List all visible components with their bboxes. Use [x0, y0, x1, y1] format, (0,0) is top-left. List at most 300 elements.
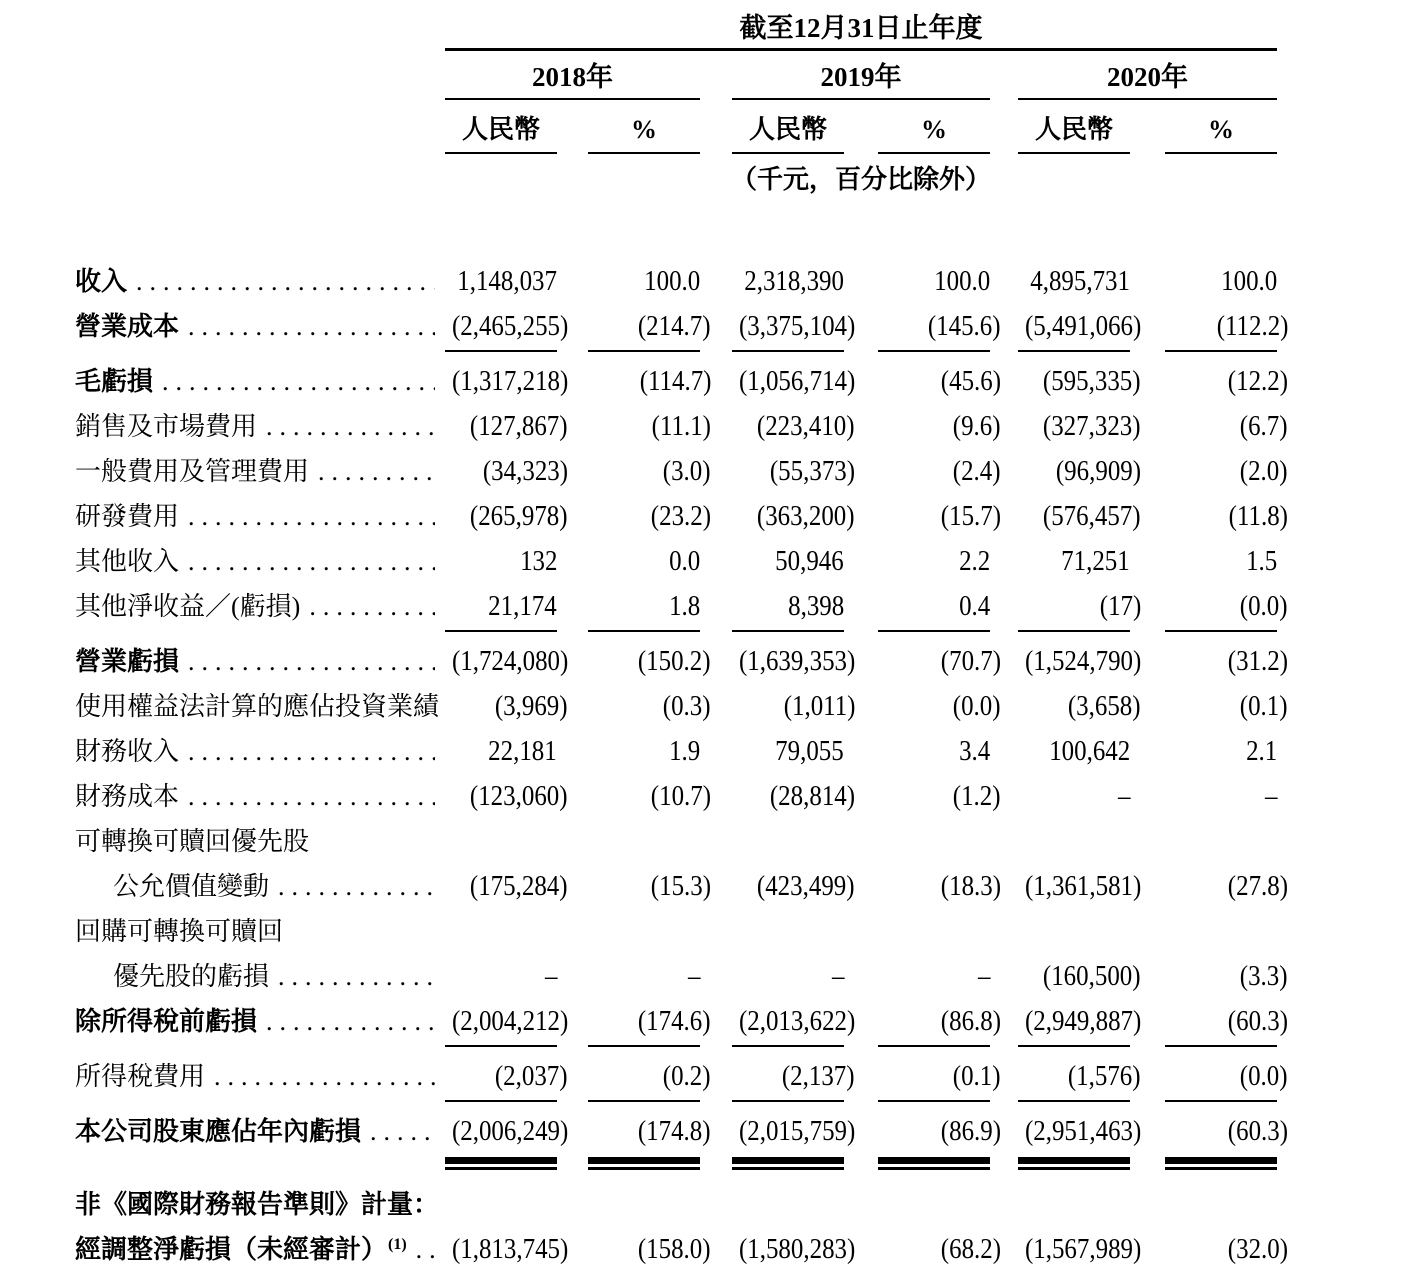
cell-value: (2,006,249) — [451, 1115, 568, 1147]
table-row — [75, 1054, 1288, 1099]
cell-2020-pct — [1165, 819, 1277, 864]
cell-value: (1,011) — [783, 690, 855, 722]
cell-value: (86.9) — [940, 1115, 1001, 1147]
cell-2018-rmb — [445, 1054, 568, 1099]
cell-value: (576,457) — [1043, 500, 1141, 532]
cell-value: (15.3) — [650, 870, 711, 902]
cell-value: (0.3) — [663, 690, 711, 722]
subheader-rmb-2018: 人民幣 — [445, 100, 557, 154]
cell-2018-pct — [588, 684, 711, 729]
dot-leader — [278, 864, 435, 909]
cell-2018-rmb — [445, 1109, 568, 1154]
cell-value: (31.2) — [1227, 645, 1288, 677]
table-row — [75, 864, 1288, 909]
cell-2020-rmb — [1018, 494, 1141, 539]
cell-2020-rmb — [1018, 259, 1130, 304]
cell-2020-pct — [1165, 259, 1277, 304]
cell-2018-pct — [588, 494, 711, 539]
cell-2018-rmb — [445, 494, 568, 539]
cell-value: (423,499) — [757, 870, 855, 902]
cell-2019-pct — [878, 909, 990, 954]
cell-2020-pct — [1165, 909, 1277, 954]
cell-value: (160,500) — [1043, 960, 1141, 992]
table-row — [75, 539, 1277, 584]
cell-2020-pct — [1165, 494, 1288, 539]
cell-value: (175,284) — [470, 870, 568, 902]
cell-value: (86.8) — [940, 1005, 1001, 1037]
cell-2020-rmb — [1018, 729, 1130, 774]
cell-value: (70.7) — [940, 645, 1001, 677]
table-row — [75, 584, 1288, 629]
row-label: 收入 ..... — [75, 259, 445, 304]
cell-2018-rmb — [445, 404, 568, 449]
cell-2020-pct — [1165, 729, 1277, 774]
cell-2020-rmb — [1018, 684, 1141, 729]
cell-value: (1,056,714) — [738, 365, 855, 397]
cell-2018-rmb — [445, 539, 557, 584]
cell-value: 1.5 — [1245, 545, 1277, 577]
cell-2018-rmb — [445, 774, 568, 819]
dot-leader — [162, 359, 435, 404]
cell-2020-pct — [1165, 684, 1288, 729]
header-body-spacer — [75, 195, 1277, 259]
cell-value: (1.2) — [953, 780, 1001, 812]
table-row — [75, 449, 1288, 494]
cell-value: 3.4 — [958, 735, 990, 767]
cell-value: (174.8) — [638, 1115, 711, 1147]
cell-2018-pct — [588, 1227, 711, 1272]
cell-value: (2,013,622) — [738, 1005, 855, 1037]
cell-2019-rmb — [732, 1109, 855, 1154]
cell-value: 0.4 — [958, 590, 990, 622]
cell-2019-rmb — [732, 954, 844, 999]
cell-2019-pct — [878, 259, 990, 304]
table-row — [75, 909, 1277, 954]
cell-value: (34,323) — [482, 455, 568, 487]
cell-value: (23.2) — [650, 500, 711, 532]
cell-2020-pct — [1165, 584, 1288, 629]
cell-2020-rmb — [1018, 304, 1141, 349]
cell-value: (112.2) — [1216, 310, 1288, 342]
cell-2020-pct — [1165, 449, 1288, 494]
cell-2020-rmb — [1018, 999, 1141, 1044]
cell-value: (265,978) — [470, 500, 568, 532]
cell-value: 100,642 — [1048, 735, 1130, 767]
cell-2019-rmb — [732, 909, 844, 954]
cell-value: (1,639,353) — [738, 645, 855, 677]
cell-value: (12.2) — [1227, 365, 1288, 397]
table-row — [75, 259, 1277, 304]
cell-2020-pct — [1165, 404, 1288, 449]
year-header-2018: 2018年 — [445, 51, 700, 100]
cell-2020-rmb — [1018, 909, 1130, 954]
cell-2018-pct — [588, 774, 711, 819]
cell-value: (2.4) — [953, 455, 1001, 487]
cell-2018-pct — [588, 864, 711, 909]
cell-value: 100.0 — [643, 265, 700, 297]
cell-2019-pct — [878, 404, 1001, 449]
cell-value: (1,724,080) — [451, 645, 568, 677]
cell-2020-pct — [1165, 774, 1277, 819]
cell-value: (18.3) — [940, 870, 1001, 902]
cell-2018-pct — [588, 1054, 711, 1099]
cell-2018-pct — [588, 449, 711, 494]
cell-value: 2.1 — [1245, 735, 1277, 767]
cell-value: (10.7) — [650, 780, 711, 812]
cell-value: (11.1) — [651, 410, 711, 442]
cell-2020-rmb — [1018, 404, 1141, 449]
cell-2018-rmb — [445, 729, 557, 774]
single-rule — [75, 1045, 1277, 1047]
cell-value: (2,004,212) — [451, 1005, 568, 1037]
cell-2018-pct — [588, 539, 700, 584]
dot-leader — [318, 449, 435, 494]
double-rule — [75, 1157, 1277, 1170]
table-row — [75, 999, 1288, 1044]
cell-2019-rmb — [732, 539, 844, 584]
cell-2019-rmb — [732, 999, 855, 1044]
cell-2019-rmb — [732, 1054, 855, 1099]
cell-value: – — [1264, 780, 1277, 812]
cell-value: (0.0) — [1240, 590, 1288, 622]
cell-value: (15.7) — [940, 500, 1001, 532]
cell-2018-rmb — [445, 639, 568, 684]
table-row — [75, 1182, 1277, 1227]
year-header-row — [445, 51, 1277, 100]
cell-2020-rmb — [1018, 1182, 1130, 1227]
cell-2018-rmb — [445, 259, 557, 304]
table-row — [75, 729, 1277, 774]
table-row — [75, 954, 1288, 999]
cell-value: 4,895,731 — [1030, 265, 1130, 297]
cell-2018-pct — [588, 1109, 711, 1154]
cell-2019-pct — [878, 729, 990, 774]
cell-2019-pct — [878, 819, 990, 864]
unit-note: （千元，百分比除外） — [730, 165, 991, 194]
cell-value: (2.0) — [1240, 455, 1288, 487]
cell-value: 100.0 — [933, 265, 990, 297]
single-rule — [75, 1100, 1277, 1102]
cell-value: 79,055 — [775, 735, 844, 767]
cell-2020-rmb — [1018, 1109, 1141, 1154]
cell-2018-pct — [588, 954, 700, 999]
cell-2020-rmb — [1018, 359, 1141, 404]
cell-value: (0.2) — [663, 1060, 711, 1092]
row-label: 財務成本 ..... — [75, 774, 445, 819]
table-row — [75, 1109, 1288, 1154]
row-label: 除所得稅前虧損 ..... — [75, 999, 445, 1044]
table-body — [75, 259, 1288, 1272]
cell-2019-pct — [878, 1182, 990, 1227]
cell-2019-pct — [878, 584, 990, 629]
cell-2020-pct — [1165, 954, 1288, 999]
cell-2020-pct — [1165, 1227, 1288, 1272]
cell-2019-pct — [878, 1109, 1001, 1154]
table-row — [75, 639, 1288, 684]
dot-leader — [136, 259, 435, 304]
cell-value: (1,361,581) — [1024, 870, 1141, 902]
cell-2018-rmb — [445, 819, 557, 864]
table-row — [75, 404, 1288, 449]
cell-2020-rmb — [1018, 819, 1130, 864]
cell-2019-rmb — [732, 819, 844, 864]
cell-value: (0.1) — [1240, 690, 1288, 722]
cell-2020-pct — [1165, 359, 1288, 404]
cell-2019-pct — [878, 1054, 1001, 1099]
cell-value: (3,658) — [1068, 690, 1141, 722]
cell-2020-rmb — [1018, 774, 1130, 819]
cell-value: (595,335) — [1043, 365, 1141, 397]
row-label: 研發費用 ..... — [75, 494, 445, 539]
cell-value: (11.8) — [1228, 500, 1288, 532]
row-label: 本公司股東應佔年內虧損 ..... — [75, 1109, 445, 1154]
cell-2018-pct — [588, 639, 711, 684]
dot-leader — [188, 774, 435, 819]
row-label: 毛虧損 ..... — [75, 359, 445, 404]
cell-value: (9.6) — [953, 410, 1001, 442]
cell-value: 100.0 — [1220, 265, 1277, 297]
cell-2018-pct — [588, 584, 700, 629]
subheader-pct-2018: % — [588, 100, 700, 154]
subheader-rmb-2020: 人民幣 — [1018, 100, 1130, 154]
dot-leader — [266, 999, 435, 1044]
cell-value: (1,813,745) — [451, 1233, 568, 1265]
dot-leader — [214, 1054, 435, 1099]
subheader-pct-2020: % — [1165, 100, 1277, 154]
single-rule — [75, 630, 1277, 632]
dot-leader — [188, 304, 435, 349]
cell-2018-rmb — [445, 1227, 568, 1272]
cell-value: (17) — [1099, 590, 1141, 622]
cell-2019-pct — [878, 864, 1001, 909]
cell-2018-rmb — [445, 584, 557, 629]
cell-2019-rmb — [732, 404, 855, 449]
row-label: 財務收入 ..... — [75, 729, 445, 774]
table-row — [75, 1227, 1288, 1272]
cell-value: (1,580,283) — [738, 1233, 855, 1265]
cell-2018-rmb — [445, 449, 568, 494]
row-label: 所得稅費用 ..... — [75, 1054, 445, 1099]
cell-value: (3,969) — [495, 690, 568, 722]
cell-value: (3.0) — [663, 455, 711, 487]
cell-2018-rmb — [445, 999, 568, 1044]
cell-2019-pct — [878, 1227, 1001, 1272]
cell-value: (60.3) — [1227, 1005, 1288, 1037]
cell-2019-pct — [878, 494, 1001, 539]
row-label: 一般費用及管理費用 ..... — [75, 449, 445, 494]
cell-2020-pct — [1165, 639, 1288, 684]
cell-2020-rmb — [1018, 449, 1141, 494]
subheader-pct-2019: % — [878, 100, 990, 154]
cell-value: 0.0 — [668, 545, 700, 577]
row-label: 營業虧損 ..... — [75, 639, 445, 684]
cell-value: – — [977, 960, 990, 992]
cell-value: (0.0) — [1240, 1060, 1288, 1092]
table-row — [75, 684, 1288, 729]
cell-2020-rmb — [1018, 639, 1141, 684]
cell-value: 50,946 — [775, 545, 844, 577]
dot-leader — [370, 1109, 435, 1154]
table-row — [75, 359, 1288, 404]
dot-leader — [188, 729, 435, 774]
cell-value: (1,576) — [1068, 1060, 1141, 1092]
cell-2020-pct — [1165, 1109, 1288, 1154]
cell-value: (327,323) — [1043, 410, 1141, 442]
subheader-rmb-2019: 人民幣 — [732, 100, 844, 154]
cell-value: (223,410) — [757, 410, 855, 442]
cell-value: (68.2) — [940, 1233, 1001, 1265]
cell-value: (150.2) — [638, 645, 711, 677]
cell-2018-pct — [588, 729, 700, 774]
cell-2020-rmb — [1018, 1227, 1141, 1272]
cell-value: (174.6) — [638, 1005, 711, 1037]
cell-2019-pct — [878, 639, 1001, 684]
cell-2018-pct — [588, 999, 711, 1044]
cell-2020-pct — [1165, 1182, 1277, 1227]
year-header-2019: 2019年 — [732, 51, 990, 100]
dot-leader — [278, 954, 435, 999]
cell-value: (114.7) — [639, 365, 711, 397]
table-row — [75, 494, 1288, 539]
cell-value: – — [687, 960, 700, 992]
cell-value: (214.7) — [638, 310, 711, 342]
row-label: 經調整淨虧損（未經審計） (1) ..... — [75, 1227, 445, 1272]
cell-2019-rmb — [732, 639, 855, 684]
dot-leader — [266, 404, 435, 449]
cell-value: (28,814) — [769, 780, 855, 812]
cell-2018-rmb — [445, 1182, 557, 1227]
cell-2018-rmb — [445, 864, 568, 909]
cell-value: 22,181 — [488, 735, 557, 767]
cell-2019-rmb — [732, 494, 855, 539]
cell-2020-rmb — [1018, 539, 1130, 584]
cell-value: (2,137) — [782, 1060, 855, 1092]
row-label: 可轉換可贖回優先股 — [75, 827, 310, 856]
dot-leader — [309, 584, 435, 629]
cell-2018-rmb — [445, 359, 568, 404]
cell-value: (158.0) — [638, 1233, 711, 1265]
cell-value: 71,251 — [1061, 545, 1130, 577]
row-label: 銷售及市場費用 ..... — [75, 404, 445, 449]
cell-value: (1,524,790) — [1024, 645, 1141, 677]
cell-2020-pct — [1165, 304, 1288, 349]
dot-leader — [188, 494, 435, 539]
cell-2019-pct — [878, 449, 1001, 494]
cell-2018-rmb — [445, 954, 557, 999]
cell-value: 1.9 — [668, 735, 700, 767]
cell-2018-pct — [588, 259, 700, 304]
cell-value: (2,037) — [495, 1060, 568, 1092]
cell-2019-pct — [878, 304, 1001, 349]
cell-2019-rmb — [732, 864, 855, 909]
cell-value: (2,951,463) — [1024, 1115, 1141, 1147]
cell-value: (60.3) — [1227, 1115, 1288, 1147]
row-label: 其他淨收益／(虧損) ..... — [75, 584, 445, 629]
cell-2018-rmb — [445, 304, 568, 349]
cell-value: (145.6) — [928, 310, 1001, 342]
cell-value: (363,200) — [757, 500, 855, 532]
cell-value: 1,148,037 — [457, 265, 557, 297]
cell-value: – — [1117, 780, 1130, 812]
cell-value: (27.8) — [1227, 870, 1288, 902]
cell-2019-rmb — [732, 359, 855, 404]
cell-value: (55,373) — [769, 455, 855, 487]
row-label: 優先股的虧損 ..... — [75, 954, 445, 999]
cell-2019-rmb — [732, 684, 855, 729]
cell-2019-pct — [878, 359, 1001, 404]
table-row — [75, 774, 1277, 819]
cell-2020-rmb — [1018, 864, 1141, 909]
cell-value: 132 — [519, 545, 557, 577]
cell-2020-rmb — [1018, 1054, 1141, 1099]
cell-value: – — [831, 960, 844, 992]
cell-value: (3.3) — [1240, 960, 1288, 992]
table-row — [75, 304, 1288, 349]
row-label: 使用權益法計算的應佔投資業績 — [75, 692, 440, 721]
row-label: 回購可轉換可贖回 — [75, 917, 284, 946]
row-label: 公允價值變動 ..... — [75, 864, 445, 909]
cell-2019-rmb — [732, 1227, 855, 1272]
row-label: 非《國際財務報告準則》計量： — [75, 1190, 440, 1219]
cell-value: (127,867) — [470, 410, 568, 442]
year-header-2020: 2020年 — [1018, 51, 1277, 100]
cell-2019-pct — [878, 684, 1001, 729]
cell-value: (96,909) — [1055, 455, 1141, 487]
cell-2019-rmb — [732, 259, 844, 304]
cell-2018-pct — [588, 304, 711, 349]
single-rule — [75, 350, 1277, 352]
cell-value: 1.8 — [668, 590, 700, 622]
cell-value: 8,398 — [787, 590, 844, 622]
cell-value: (0.1) — [953, 1060, 1001, 1092]
cell-2020-rmb — [1018, 584, 1141, 629]
cell-2020-pct — [1165, 1054, 1288, 1099]
cell-value: (45.6) — [940, 365, 1001, 397]
cell-2018-pct — [588, 909, 700, 954]
cell-2019-rmb — [732, 774, 855, 819]
cell-value: (1,567,989) — [1024, 1233, 1141, 1265]
cell-value: (5,491,066) — [1024, 310, 1141, 342]
table-row — [75, 819, 1277, 864]
cell-2019-pct — [878, 954, 990, 999]
row-label: 其他收入 ..... — [75, 539, 445, 584]
cell-2018-rmb — [445, 909, 557, 954]
cell-2020-pct — [1165, 864, 1288, 909]
cell-2020-pct — [1165, 539, 1277, 584]
cell-value: (32.0) — [1227, 1233, 1288, 1265]
dot-leader — [188, 539, 435, 584]
cell-2019-rmb — [732, 584, 844, 629]
cell-value: (3,375,104) — [738, 310, 855, 342]
footnote-marker: (1) — [388, 1236, 407, 1253]
cell-value: – — [544, 960, 557, 992]
cell-2018-pct — [588, 404, 711, 449]
cell-2019-rmb — [732, 1182, 844, 1227]
cell-2018-pct — [588, 359, 711, 404]
cell-2019-rmb — [732, 449, 855, 494]
cell-2019-rmb — [732, 304, 855, 349]
cell-2018-rmb — [445, 684, 568, 729]
cell-2020-pct — [1165, 999, 1288, 1044]
subheader-row — [445, 100, 1277, 154]
cell-2018-pct — [588, 819, 700, 864]
cell-value: 2,318,390 — [744, 265, 844, 297]
cell-2019-pct — [878, 774, 1001, 819]
cell-value: (2,465,255) — [451, 310, 568, 342]
table-title: 截至12月31日止年度 — [445, 0, 1277, 51]
cell-2019-rmb — [732, 729, 844, 774]
dot-leader — [188, 639, 435, 684]
